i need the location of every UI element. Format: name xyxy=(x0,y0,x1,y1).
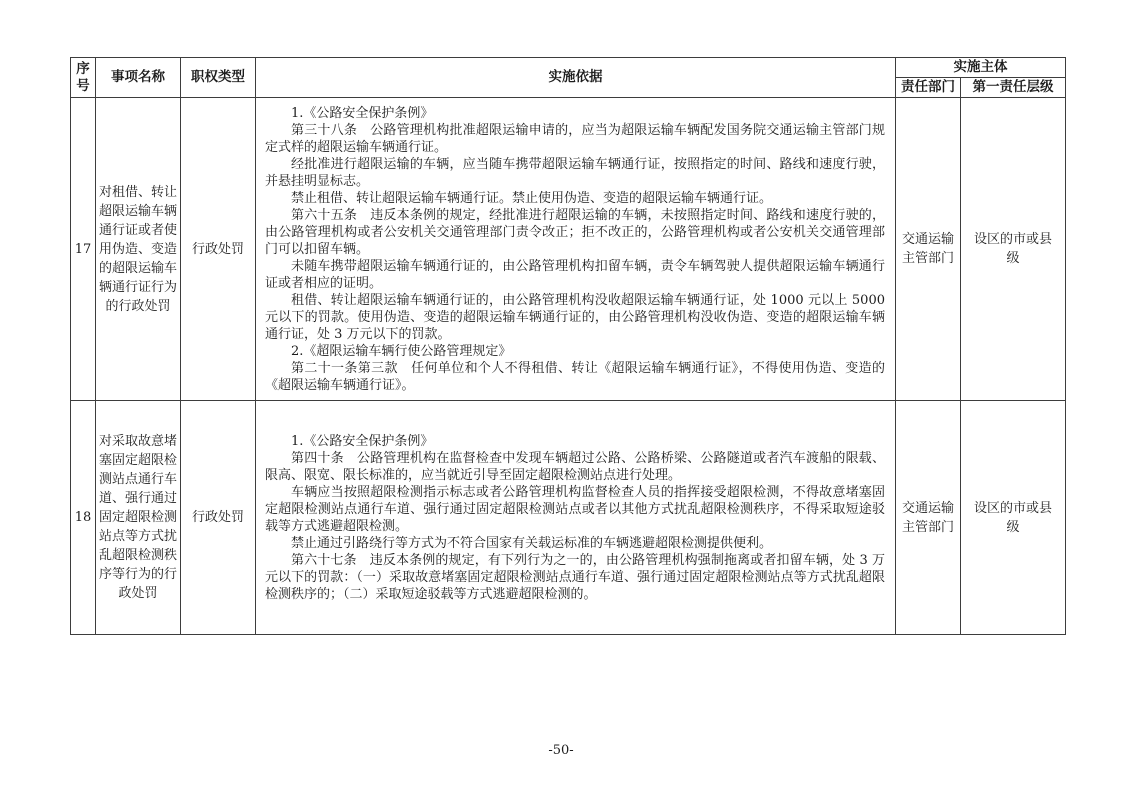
row-dept: 交通运输主管部门 xyxy=(896,401,961,635)
table-row xyxy=(71,401,1066,635)
basis-paragraph: 未随车携带超限运输车辆通行证的，由公路管理机构扣留车辆，责令车辆驾驶人提供超限运输车辆通行证或者相应的证明。 xyxy=(265,258,885,291)
header-basis: 实施依据 xyxy=(256,58,896,98)
row-basis xyxy=(256,401,896,635)
basis-paragraph: 1.《公路安全保护条例》 xyxy=(291,433,434,449)
header-power-type: 职权类型 xyxy=(181,58,256,98)
row-level: 设区的市或县级 xyxy=(961,98,1066,401)
row-basis xyxy=(256,98,896,401)
header-level: 第一责任层级 xyxy=(961,78,1066,98)
row-power-type: 行政处罚 xyxy=(181,98,256,401)
row-item-name: 对租借、转让超限运输车辆通行证或者使用伪造、变造的超限运输车辆通行证行为的行政处罚 xyxy=(96,98,181,401)
basis-paragraph: 第六十五条 违反本条例的规定，经批准进行超限运输的车辆，未按照指定时间、路线和速度行驶的，由公路管理机构或者公安机关交通管理部门责令改正；拒不改正的，公路管理机构或者公安机关交通管理部门可以扣留车辆。 xyxy=(265,207,885,257)
page-number: -50- xyxy=(548,743,574,758)
power-matrix-table xyxy=(70,57,1066,635)
basis-paragraph: 租借、转让超限运输车辆通行证的，由公路管理机构没收超限运输车辆通行证，处 1000 元以上 5000 元以下的罚款。使用伪造、变造的超限运输车辆通行证的，由公路管理机构没收伪造、变造的超限运输车辆通行证，处 3 万元以下的罚款。 xyxy=(265,292,885,342)
basis-paragraph: 经批准进行超限运输的车辆，应当随车携带超限运输车辆通行证，按照指定的时间、路线和速度行驶，并悬挂明显标志。 xyxy=(265,156,885,189)
row-item-name: 对采取故意堵塞固定超限检测站点通行车道、强行通过固定超限检测站点等方式扰乱超限检测秩序等行为的行政处罚 xyxy=(96,401,181,635)
row-no: 17 xyxy=(71,98,96,401)
basis-paragraph: 第四十条 公路管理机构在监督检查中发现车辆超过公路、公路桥梁、公路隧道或者汽车渡船的限载、限高、限宽、限长标准的，应当就近引导至固定超限检测站点进行处理。 xyxy=(265,450,885,483)
basis-paragraph: 第三十八条 公路管理机构批准超限运输申请的，应当为超限运输车辆配发国务院交通运输主管部门规定式样的超限运输车辆通行证。 xyxy=(265,122,885,155)
basis-paragraph: 禁止租借、转让超限运输车辆通行证。禁止使用伪造、变造的超限运输车辆通行证。 xyxy=(291,190,773,206)
basis-paragraph: 车辆应当按照超限检测指示标志或者公路管理机构监督检查人员的指挥接受超限检测，不得故意堵塞固定超限检测站点通行车道、强行通过固定超限检测站点或者以其他方式扰乱超限检测秩序，不得采取短途驳载等方式逃避超限检测。 xyxy=(265,484,885,534)
basis-paragraph: 1.《公路安全保护条例》 xyxy=(291,105,434,121)
header-subject: 实施主体 xyxy=(896,58,1066,78)
row-level: 设区的市或县级 xyxy=(961,401,1066,635)
row-no: 18 xyxy=(71,401,96,635)
header-item-name: 事项名称 xyxy=(96,58,181,98)
row-dept: 交通运输主管部门 xyxy=(896,98,961,401)
header-no: 序号 xyxy=(71,58,96,98)
header-dept: 责任部门 xyxy=(896,78,961,98)
table-row xyxy=(71,98,1066,401)
basis-paragraph: 第二十一条第三款 任何单位和个人不得租借、转让《超限运输车辆通行证》，不得使用伪造、变造的《超限运输车辆通行证》。 xyxy=(265,360,885,393)
basis-paragraph: 2.《超限运输车辆行使公路管理规定》 xyxy=(291,343,512,359)
basis-paragraph: 第六十七条 违反本条例的规定，有下列行为之一的，由公路管理机构强制拖离或者扣留车辆，处 3 万元以下的罚款：（一）采取故意堵塞固定超限检测站点通行车道、强行通过固定超限检测站点等方式扰乱超限检测秩序的；（二）采取短途驳载等方式逃避超限检测的。 xyxy=(265,552,885,602)
basis-paragraph: 禁止通过引路绕行等方式为不符合国家有关载运标准的车辆逃避超限检测提供便利。 xyxy=(291,535,773,551)
table-header-row-1 xyxy=(71,58,1066,78)
row-power-type: 行政处罚 xyxy=(181,401,256,635)
